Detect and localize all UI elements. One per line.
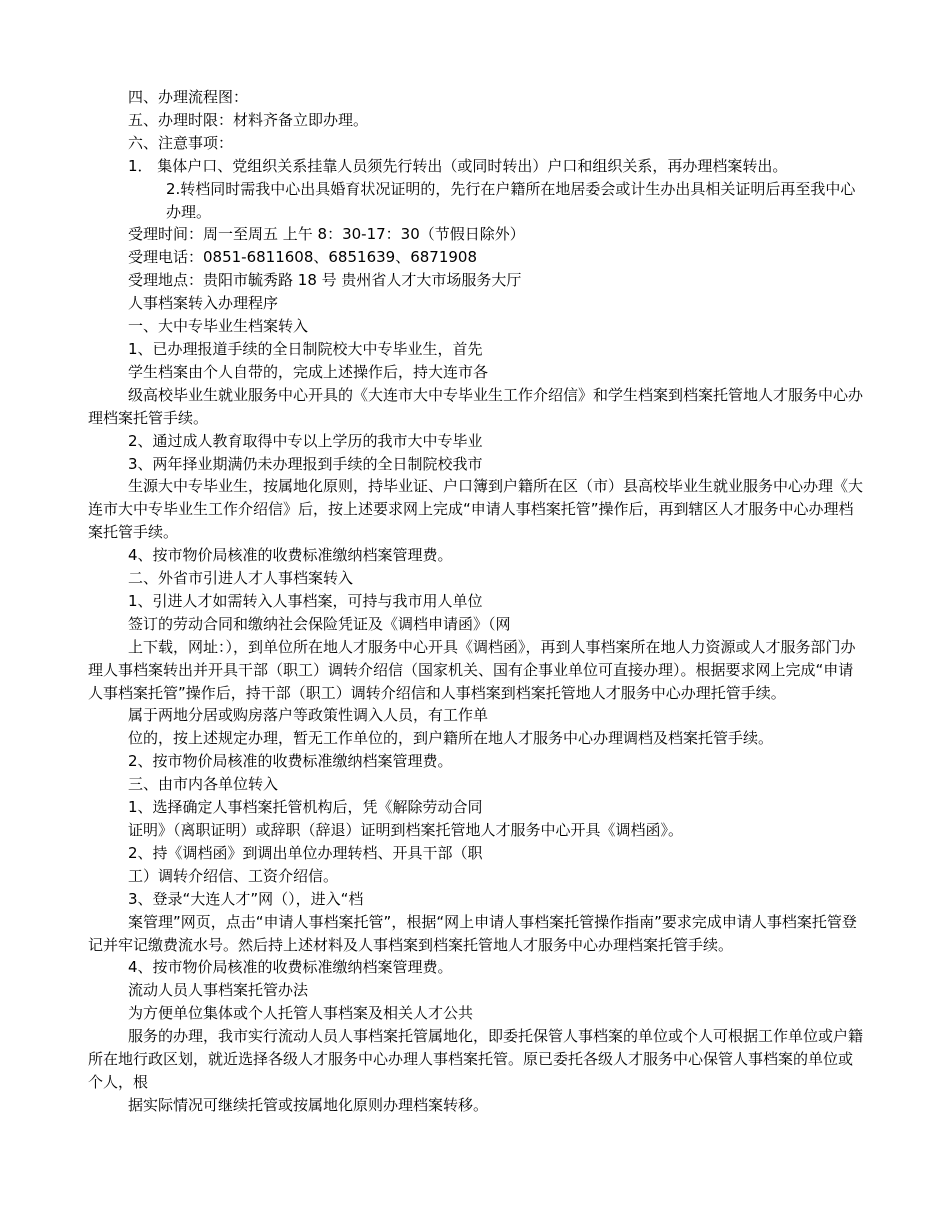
paragraph: 2、按市物价局核准的收费标准缴纳档案管理费。 (128, 752, 453, 771)
paragraph: 2、通过成人教育取得中专以上学历的我市大中专毕业 (128, 431, 483, 450)
paragraph: 1． 集体户口、党组织关系挂靠人员须先行转出（或同时转出）户口和组织关系，再办理档案转出。 (128, 156, 788, 175)
paragraph: 一、大中专毕业生档案转入 (128, 317, 309, 336)
document-body (88, 86, 864, 1117)
paragraph: 五、办理时限：材料齐备立即办理。 (128, 110, 369, 129)
paragraph: 三、由市内各单位转入 (128, 775, 279, 794)
paragraph: 六、注意事项： (128, 133, 234, 152)
paragraph: 1、已办理报道手续的全日制院校大中专毕业生，首先 (128, 339, 483, 358)
paragraph: 1、选择确定人事档案托管机构后，凭《解除劳动合同 (128, 798, 483, 817)
paragraph: 证明》（离职证明）或辞职（辞退）证明到档案托管地人才服务中心开具《调档函》。 (128, 821, 684, 839)
paragraph: 1、引进人才如需转入人事档案，可持与我市用人单位 (128, 591, 483, 610)
paragraph: 位的，按上述规定办理，暂无工作单位的，到户籍所在地人才服务中心办理调档及档案托管手续。 (128, 729, 774, 748)
paragraph: 二、外省市引进人才人事档案转入 (128, 569, 354, 588)
paragraph: 签订的劳动合同和缴纳社会保险凭证及《调档申请函》（网 (128, 614, 511, 633)
paragraph: 工）调转介绍信、工资介绍信。 (128, 866, 339, 885)
paragraph: 3、登录“大连人才”网（），进入“档 (128, 889, 364, 908)
paragraph: 人事档案转入办理程序 (128, 294, 279, 313)
paragraph: 上下载，网址：），到单位所在地人才服务中心开具《调档函》，再到人事档案所在地人力资源或人才服务部门办理人事档案转出并开具干部（职工）调转介绍信（国家机关、国有企事业单位可直接办理）。根据要求网上完成“申请人事档案托管”操作后，持干部（职工）调转介绍信和人事档案到档案托管地人才服务中心办理托管手续。 (88, 637, 856, 702)
paragraph: 级高校毕业生就业服务中心开具的《大连市大中专毕业生工作介绍信》和学生档案到档案托管地人才服务中心办理档案托管手续。 (88, 385, 864, 427)
paragraph: 受理电话：0851-6811608、6851639、6871908 (128, 248, 477, 267)
paragraph: 为方便单位集体或个人托管人事档案及相关人才公共 (128, 1004, 474, 1023)
paragraph: 流动人员人事档案托管办法 (128, 981, 309, 1000)
paragraph: 4、按市物价局核准的收费标准缴纳档案管理费。 (128, 958, 453, 977)
paragraph: 属于两地分居或购房落户等政策性调入人员，有工作单 (128, 706, 489, 725)
paragraph: 2.转档同时需我中心出具婚育状况证明的，先行在户籍所在地居委会或计生办出具相关证明后再至我中心办理。 (166, 179, 856, 221)
paragraph: 学生档案由个人自带的，完成上述操作后，持大连市各 (128, 362, 489, 381)
paragraph: 受理时间：周一至周五 上午 8：30-17：30（节假日除外） (128, 225, 525, 244)
paragraph: 2、持《调档函》到调出单位办理转档、开具干部（职 (128, 843, 483, 862)
paragraph: 3、两年择业期满仍未办理报到手续的全日制院校我市 (128, 454, 483, 473)
paragraph: 服务的办理，我市实行流动人员人事档案托管属地化，即委托保管人事档案的单位或个人可根据工作单位或户籍所在地行政区划，就近选择各级人才服务中心办理人事档案托管。原已委托各级人才服务中心保管人事档案的单位或个人，根 (88, 1027, 864, 1091)
paragraph: 据实际情况可继续托管或按属地化原则办理档案转移。 (128, 1095, 489, 1114)
paragraph: 受理地点：贵阳市毓秀路 18 号 贵州省人才大市场服务大厅 (128, 271, 522, 290)
paragraph: 生源大中专毕业生，按属地化原则，持毕业证、户口簿到户籍所在区（市）县高校毕业生就业服务中心办理《大连市大中专毕业生工作介绍信》后，按上述要求网上完成“申请人事档案托管”操作后，再到辖区人才服务中心办理档案托管手续。 (88, 477, 864, 542)
paragraph: 四、办理流程图： (128, 88, 249, 106)
paragraph: 案管理”网页，点击“申请人事档案托管”，根据“网上申请人事档案托管操作指南”要求完成申请人事档案托管登记并牢记缴费流水号。然后持上述材料及人事档案到档案托管地人才服务中心办理档案托管手续。 (88, 912, 857, 954)
paragraph: 4、按市物价局核准的收费标准缴纳档案管理费。 (128, 546, 453, 565)
